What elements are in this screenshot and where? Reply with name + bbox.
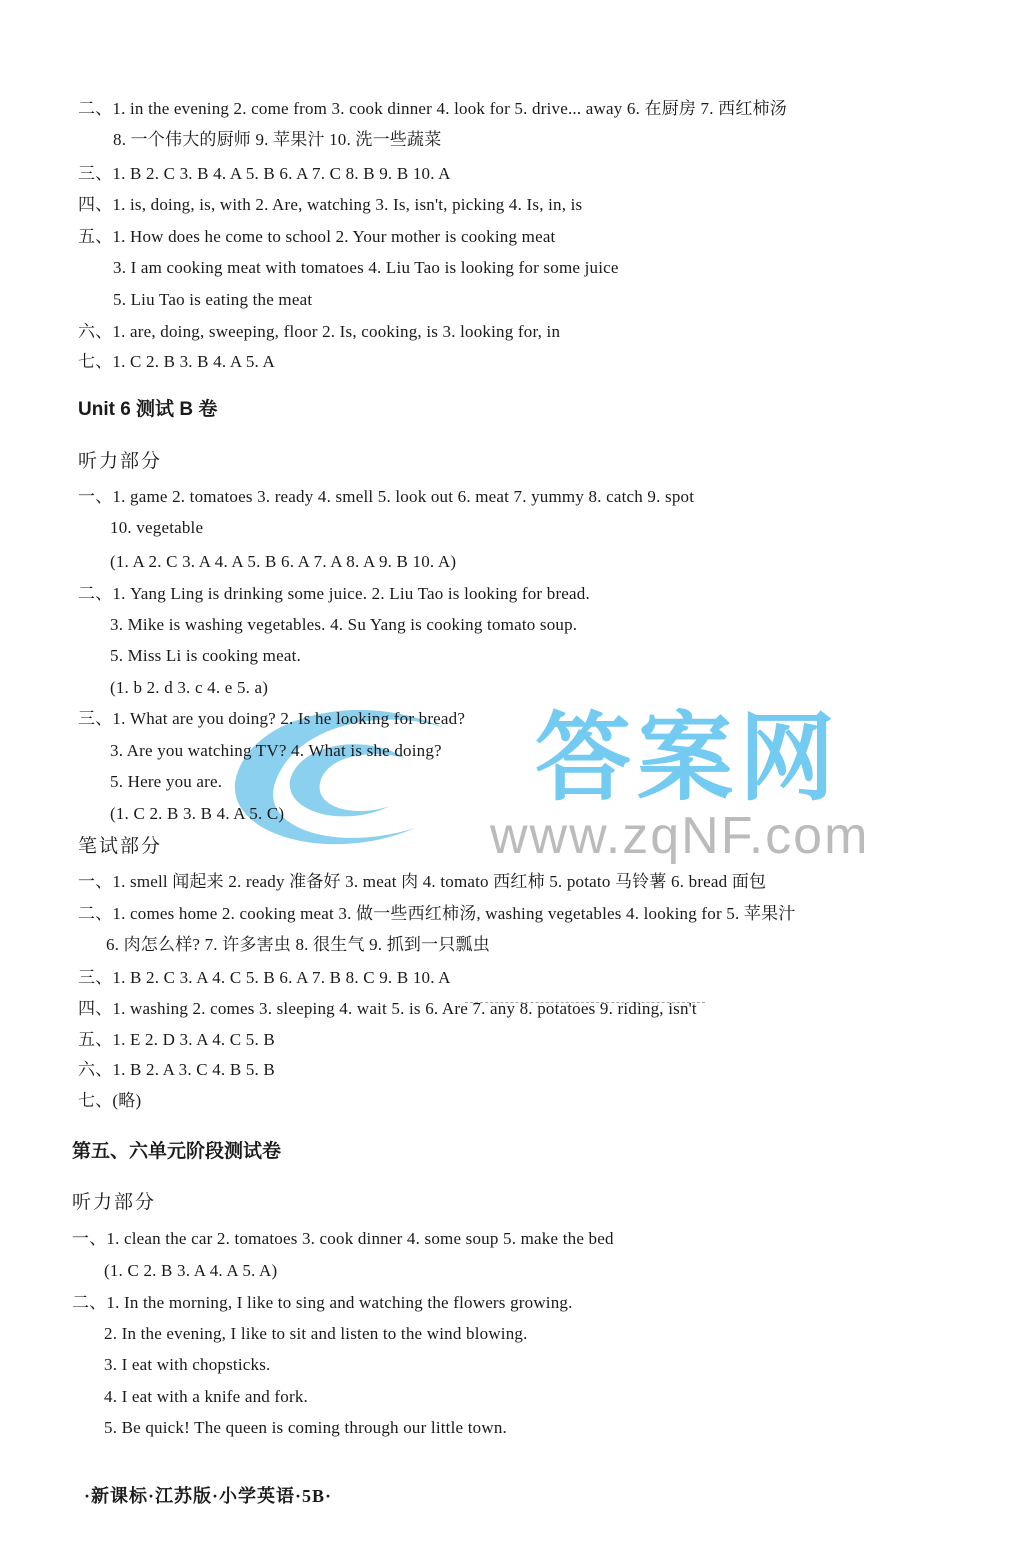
text-line: 10. vegetable: [110, 518, 204, 537]
subsection-heading: 听力部分: [72, 1192, 157, 1213]
text-line: 三、1. B 2. C 3. B 4. A 5. B 6. A 7. C 8. B 9. B 10. A: [78, 164, 451, 183]
text-line: 5. Here you are.: [110, 772, 223, 791]
text-line: 三、1. What are you doing? 2. Is he looking for bread?: [78, 709, 466, 728]
text-line: (1. C 2. B 3. B 4. A 5. C): [110, 804, 285, 823]
text-line: 一、1. game 2. tomatoes 3. ready 4. smell 5. look out 6. meat 7. yummy 8. catch 9. spot: [78, 487, 695, 506]
text-line: 5. Liu Tao is eating the meat: [113, 290, 313, 309]
text-line: 七、(略): [78, 1091, 142, 1110]
text-line: 五、1. How does he come to school 2. Your mother is cooking meat: [78, 227, 556, 246]
subsection-heading: 听力部分: [78, 451, 163, 472]
text-line: 6. 肉怎么样? 7. 许多害虫 8. 很生气 9. 抓到一只瓢虫: [106, 935, 490, 954]
text-line: 二、1. In the morning, I like to sing and watching the flowers growing.: [72, 1293, 573, 1312]
text-line: 8. 一个伟大的厨师 9. 苹果汁 10. 洗一些蔬菜: [113, 130, 442, 149]
text-line: (1. A 2. C 3. A 4. A 5. B 6. A 7. A 8. A 9. B 10. A): [110, 552, 457, 571]
section-heading: 第五、六单元阶段测试卷: [72, 1141, 282, 1162]
subsection-heading: 笔试部分: [78, 836, 163, 857]
text-line: 七、1. C 2. B 3. B 4. A 5. A: [78, 352, 275, 371]
text-line: 四、1. washing 2. comes 3. sleeping 4. wait 5. is 6. Are 7. any 8. potatoes 9. riding, isn't: [78, 999, 697, 1018]
watermark-url-text: www.zqNF.com: [490, 807, 870, 865]
text-line: 3. Mike is washing vegetables. 4. Su Yang is cooking tomato soup.: [110, 615, 578, 634]
text-line: 3. Are you watching TV? 4. What is she doing?: [110, 741, 442, 760]
text-line: (1. b 2. d 3. c 4. e 5. a): [110, 678, 269, 697]
text-line: 二、1. comes home 2. cooking meat 3. 做一些西红柿汤, washing vegetables 4. looking for 5. 苹果汁: [78, 904, 796, 923]
text-line: (1. C 2. B 3. A 4. A 5. A): [104, 1261, 278, 1280]
text-line: 一、1. clean the car 2. tomatoes 3. cook dinner 4. some soup 5. make the bed: [72, 1229, 614, 1248]
watermark-cn-text: 答案网: [535, 705, 841, 812]
text-line: 5. Miss Li is cooking meat.: [110, 646, 301, 665]
text-line: 2. In the evening, I like to sit and listen to the wind blowing.: [104, 1324, 528, 1343]
text-line: 四、1. is, doing, is, with 2. Are, watching 3. Is, isn't, picking 4. Is, in, is: [78, 195, 583, 214]
text-line: 六、1. B 2. A 3. C 4. B 5. B: [78, 1060, 275, 1079]
scan-mark: [465, 950, 705, 1003]
page-footer: ·新课标·江苏版·小学英语·5B·: [84, 1486, 333, 1506]
text-line: 五、1. E 2. D 3. A 4. C 5. B: [78, 1030, 275, 1049]
text-line: 一、1. smell 闻起来 2. ready 准备好 3. meat 肉 4. tomato 西红柿 5. potato 马铃薯 6. bread 面包: [78, 872, 767, 891]
text-line: 3. I am cooking meat with tomatoes 4. Liu Tao is looking for some juice: [113, 258, 619, 277]
text-line: 六、1. are, doing, sweeping, floor 2. Is, cooking, is 3. looking for, in: [78, 322, 561, 341]
text-line: 二、1. in the evening 2. come from 3. cook dinner 4. look for 5. drive... away 6. 在厨房 7. 西红柿汤: [78, 99, 787, 118]
text-line: 4. I eat with a knife and fork.: [104, 1387, 308, 1406]
text-line: 三、1. B 2. C 3. A 4. C 5. B 6. A 7. B 8. C 9. B 10. A: [78, 968, 451, 987]
section-heading: Unit 6 测试 B 卷: [78, 399, 218, 420]
text-line: 二、1. Yang Ling is drinking some juice. 2. Liu Tao is looking for bread.: [78, 584, 590, 603]
text-line: 5. Be quick! The queen is coming through our little town.: [104, 1418, 507, 1437]
text-line: 3. I eat with chopsticks.: [104, 1355, 271, 1374]
